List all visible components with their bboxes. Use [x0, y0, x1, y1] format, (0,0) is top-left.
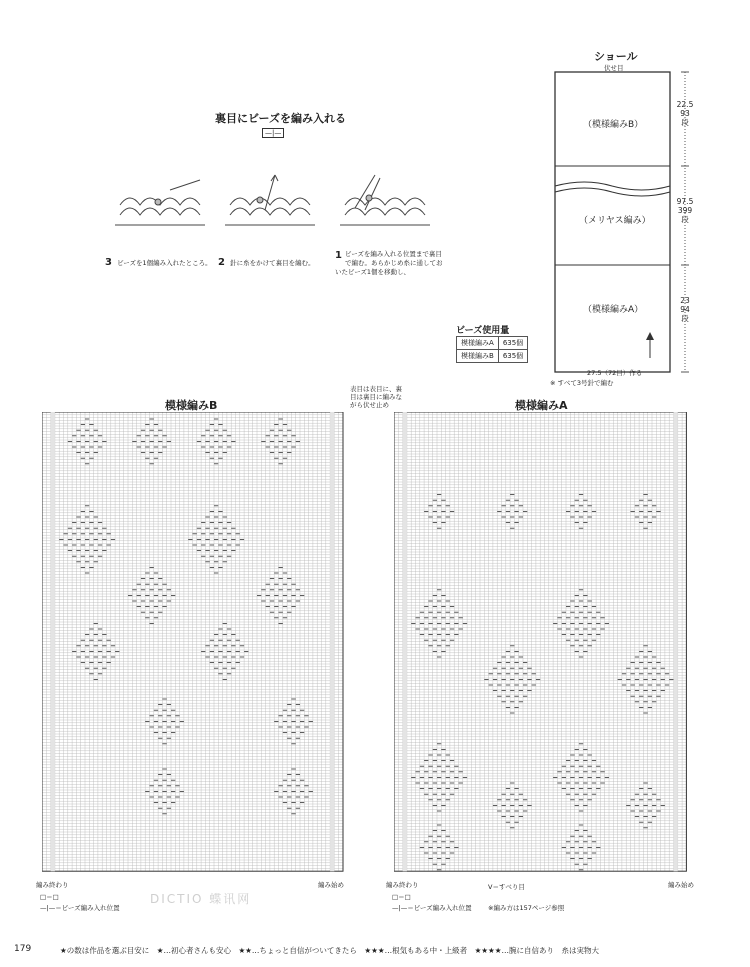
chart-a-legend-2: —|—＝ビーズ編み入れ位置 — [392, 904, 472, 912]
section-a-label: （模様編みA） — [583, 305, 644, 315]
bead-usage-table — [456, 336, 528, 363]
chart-b-end-label: 編み終わり — [36, 881, 69, 889]
chart-b-legend-1: □＝□ — [40, 893, 59, 901]
chart-a-legend-4: ※編み方は157ページ参照 — [488, 904, 565, 912]
chart-a-legend-1: □＝□ — [392, 893, 411, 901]
chart-b-start-label: 編み始め — [318, 881, 344, 889]
step-3: 3 ビーズを1個編み入れたところ。 — [105, 257, 212, 268]
section-stockinette-label: （メリヤス編み） — [579, 216, 651, 226]
needle-note: ※ すべて3号針で編む — [550, 379, 614, 387]
shawl-title: ショール — [594, 50, 638, 63]
chart-b-title: 模様編みB — [165, 399, 218, 412]
width-label: 27.5（72目）作る — [587, 369, 643, 377]
dim-middle: 97.5 399 段 — [676, 197, 694, 224]
technique-title: 裏目にビーズを編み入れる — [215, 112, 347, 125]
page-number: 179 — [14, 944, 32, 954]
chart-a-legend-3: Ⅴ＝すべり目 — [488, 883, 525, 891]
chart-a-grid — [394, 412, 694, 877]
chart-a-end-label: 編み終わり — [386, 881, 419, 889]
watermark: DICTIO 蝶讯网 — [150, 892, 252, 906]
footer-legend: ★の数は作品を選ぶ目安に ★…初心者さんも安心 ★★…ちょっと自信がついてきたら ★★★…根気もある中・上級者 ★★★★…腕に自信あり 糸は実物大 — [60, 946, 599, 955]
knit-illustration-1 — [340, 175, 430, 225]
chart-b-legend-2: —|—＝ビーズ編み入れ位置 — [40, 904, 120, 912]
chart-b-note: 表目は表目に、裏目は裏目に編みながら伏せ止め — [350, 385, 402, 409]
dim-top: 22.5 93 段 — [676, 100, 694, 127]
dim-bottom: 23 94 段 — [680, 296, 690, 323]
bead-usage-title: ビーズ使用量 — [456, 326, 510, 336]
step-2: 2 針に糸をかけて裏目を編む。 — [218, 257, 315, 268]
step-1: 1 ビーズを編み入れる位置まで裏目で編む。あらかじめ糸に通しておいたビーズ1個を移動し、 — [335, 250, 443, 276]
chart-a-title: 模様編みA — [515, 399, 568, 412]
technique-illustrations — [110, 170, 430, 240]
bindoff-label: 伏せ目 — [604, 64, 624, 72]
table-row: 模様編みA 635個 — [457, 337, 528, 350]
chart-a-start-label: 編み始め — [668, 881, 694, 889]
table-row: 模様編みB 635個 — [457, 350, 528, 363]
bead-symbol: —|— — [262, 128, 284, 138]
knit-illustration-3 — [115, 180, 205, 225]
section-b-label: （模様編みB） — [583, 120, 644, 130]
knit-illustration-2 — [225, 175, 315, 225]
chart-b-grid — [42, 412, 348, 877]
